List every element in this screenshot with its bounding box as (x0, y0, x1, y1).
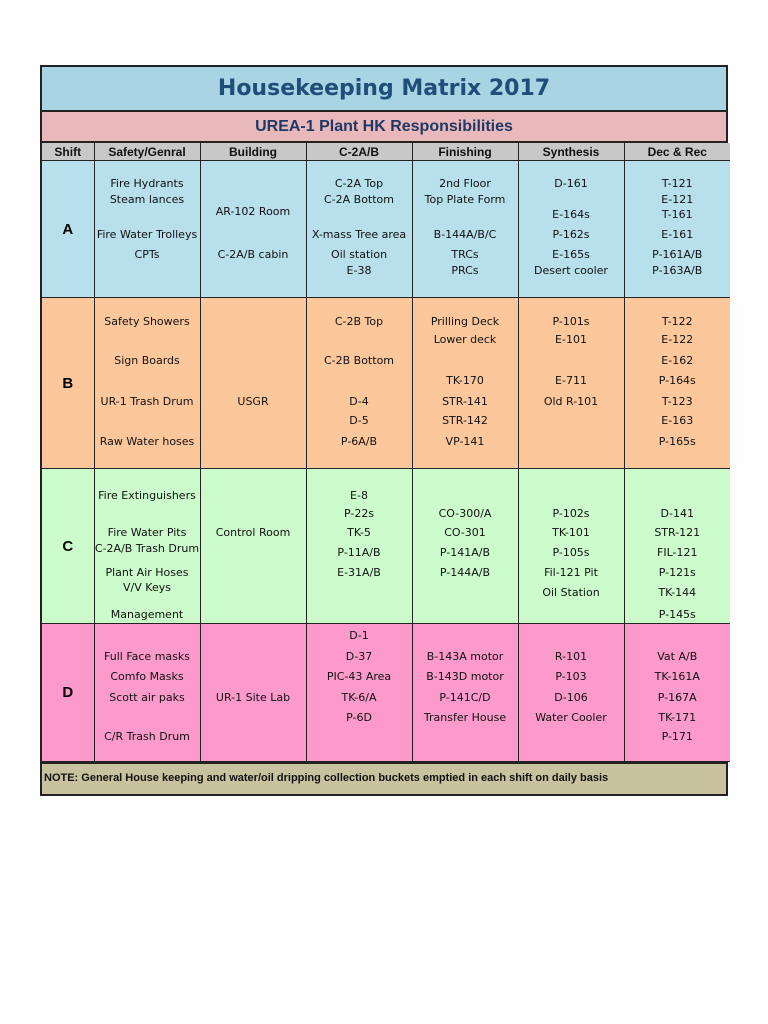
cell-synthesis (518, 161, 624, 298)
cell-item: Transfer House (423, 711, 507, 724)
cell-item: T-122 (661, 315, 693, 328)
cell-item: R-101 (554, 650, 588, 663)
cell-item: P-102s (552, 507, 590, 520)
col-header-shift: Shift (42, 143, 94, 161)
cell-finishing (412, 469, 518, 624)
col-header-building: Building (200, 143, 306, 161)
header-row (42, 143, 730, 161)
cell-item: USGR (237, 395, 269, 408)
cell-item: E-38 (346, 264, 372, 277)
cell-item: TK-101 (552, 526, 590, 539)
cell-item: C-2A/B Trash Drum (94, 542, 200, 555)
cell-item: FIL-121 (657, 546, 698, 559)
cell-finishing (412, 298, 518, 469)
cell-item: D-1 (349, 629, 369, 642)
cell-item: Water Cooler (535, 711, 607, 724)
shift-label: C (42, 469, 94, 624)
cell-item: E-121 (661, 193, 694, 206)
cell-item: PIC-43 Area (326, 670, 392, 683)
cell-item: P-164s (658, 374, 696, 387)
cell-item: Comfo Masks (110, 670, 184, 683)
cell-building (200, 298, 306, 469)
cell-item: VP-141 (445, 435, 485, 448)
cell-item: P-171 (661, 730, 693, 743)
cell-finishing (412, 624, 518, 762)
cell-item: T-123 (661, 395, 693, 408)
cell-synthesis (518, 624, 624, 762)
col-header-synthesis: Synthesis (518, 143, 624, 161)
cell-dec-rec (624, 469, 730, 624)
cell-item: X-mass Tree area (311, 228, 407, 241)
cell-item: TK-161A (654, 670, 700, 683)
cell-item: TK-170 (446, 374, 484, 387)
cell-item: E-101 (555, 333, 587, 346)
cell-item: E-8 (350, 489, 368, 502)
matrix-title: Housekeeping Matrix 2017 (42, 67, 726, 112)
cell-safety (94, 624, 200, 762)
cell-item: Fire Hydrants (110, 177, 184, 190)
cell-item: Fil-121 Pit (544, 566, 598, 579)
cell-item: D-4 (349, 395, 369, 408)
cell-item: UR-1 Site Lab (215, 691, 291, 704)
cell-c2ab (306, 624, 412, 762)
cell-building (200, 624, 306, 762)
cell-safety (94, 469, 200, 624)
cell-item: Oil station (330, 248, 388, 261)
cell-item: T-161 (661, 208, 693, 221)
cell-c2ab (306, 298, 412, 469)
col-header-dec-rec: Dec & Rec (624, 143, 730, 161)
cell-item: D-161 (554, 177, 588, 190)
cell-safety (94, 161, 200, 298)
cell-item: P-141C/D (439, 691, 491, 704)
col-header-c2ab: C-2A/B (306, 143, 412, 161)
shift-row-a (42, 161, 730, 298)
cell-item: TK-5 (347, 526, 371, 539)
cell-item: P-144A/B (439, 566, 491, 579)
cell-item: STR-141 (442, 395, 488, 408)
cell-item: T-121 (661, 177, 693, 190)
cell-item: Control Room (215, 526, 291, 539)
cell-item: V/V Keys (123, 581, 171, 594)
cell-item: P-103 (555, 670, 587, 683)
cell-item: P-161A/B (652, 248, 703, 261)
cell-item: B-144A/B/C (433, 228, 497, 241)
cell-item: P-6A/B (340, 435, 378, 448)
cell-item: P-141A/B (439, 546, 491, 559)
shift-label: A (42, 161, 94, 298)
housekeeping-matrix (40, 65, 728, 796)
cell-item: C-2A/B cabin (217, 248, 289, 261)
cell-item: E-122 (661, 333, 694, 346)
cell-dec-rec (624, 161, 730, 298)
cell-item: P-167A (657, 691, 697, 704)
cell-item: P-101s (552, 315, 590, 328)
cell-dec-rec (624, 298, 730, 469)
cell-item: Fire Water Trolleys (96, 228, 198, 241)
cell-c2ab (306, 469, 412, 624)
cell-item: P-22s (343, 507, 375, 520)
cell-item: E-165s (552, 248, 590, 261)
cell-synthesis (518, 469, 624, 624)
cell-item: P-165s (658, 435, 696, 448)
col-header-finishing: Finishing (412, 143, 518, 161)
cell-item: P-121s (658, 566, 696, 579)
shift-row-d (42, 624, 730, 762)
matrix-subtitle: UREA-1 Plant HK Responsibilities (42, 112, 726, 143)
cell-item: C/R Trash Drum (104, 730, 190, 743)
cell-item: P-105s (552, 546, 590, 559)
cell-item: Old R-101 (543, 395, 599, 408)
shift-row-c (42, 469, 730, 624)
cell-item: CO-300/A (438, 507, 492, 520)
col-header-safety: Safety/Genral (94, 143, 200, 161)
cell-item: 2nd Floor (439, 177, 491, 190)
cell-item: Management (110, 608, 184, 621)
responsibility-table (42, 143, 730, 762)
cell-safety (94, 298, 200, 469)
shift-row-b (42, 298, 730, 469)
cell-item: Raw Water hoses (99, 435, 195, 448)
cell-item: C-2B Bottom (323, 354, 395, 367)
cell-item: E-163 (661, 414, 694, 427)
cell-item: TK-144 (658, 586, 697, 599)
cell-item: B-143A motor (426, 650, 504, 663)
cell-item: P-11A/B (337, 546, 381, 559)
cell-building (200, 469, 306, 624)
cell-item: B-143D motor (426, 670, 504, 683)
cell-item: E-164s (552, 208, 590, 221)
cell-c2ab (306, 161, 412, 298)
cell-item: Safety Showers (104, 315, 190, 328)
cell-finishing (412, 161, 518, 298)
cell-item: E-31A/B (337, 566, 381, 579)
footer-note: NOTE: General House keeping and water/oil dripping collection buckets emptied in each shift on daily basis (42, 762, 726, 794)
cell-item: D-141 (660, 507, 694, 520)
cell-item: TK-6/A (341, 691, 377, 704)
shift-label: D (42, 624, 94, 762)
cell-item: CPTs (134, 248, 160, 261)
cell-item: P-6D (346, 711, 372, 724)
cell-item: Desert cooler (534, 264, 608, 277)
cell-item: C-2B Top (334, 315, 384, 328)
cell-item: E-162 (661, 354, 694, 367)
cell-item: Scott air paks (109, 691, 185, 704)
cell-item: P-163A/B (652, 264, 703, 277)
cell-item: TRCs (451, 248, 479, 261)
cell-synthesis (518, 298, 624, 469)
cell-item: P-145s (658, 608, 696, 621)
cell-item: C-2A Top (334, 177, 384, 190)
cell-item: Prilling Deck (430, 315, 500, 328)
cell-item: D-106 (554, 691, 588, 704)
cell-item: Vat A/B (657, 650, 698, 663)
cell-item: UR-1 Trash Drum (100, 395, 194, 408)
cell-building (200, 161, 306, 298)
cell-dec-rec (624, 624, 730, 762)
cell-item: Oil Station (542, 586, 600, 599)
cell-item: AR-102 Room (215, 205, 291, 218)
cell-item: D-37 (345, 650, 373, 663)
cell-item: TK-171 (658, 711, 697, 724)
cell-item: STR-142 (442, 414, 488, 427)
cell-item: STR-121 (654, 526, 701, 539)
cell-item: Lower deck (433, 333, 497, 346)
shift-label: B (42, 298, 94, 469)
cell-item: E-161 (661, 228, 694, 241)
cell-item: Fire Water Pits (107, 526, 187, 539)
cell-item: E-711 (555, 374, 587, 387)
cell-item: Top Plate Form (424, 193, 506, 206)
cell-item: Fire Extinguishers (98, 489, 196, 502)
cell-item: Plant Air Hoses (105, 566, 189, 579)
cell-item: P-162s (552, 228, 590, 241)
cell-item: C-2A Bottom (323, 193, 395, 206)
cell-item: Sign Boards (114, 354, 180, 367)
cell-item: Full Face masks (104, 650, 190, 663)
cell-item: D-5 (349, 414, 369, 427)
cell-item: PRCs (451, 264, 479, 277)
cell-item: CO-301 (444, 526, 486, 539)
cell-item: Steam lances (109, 193, 185, 206)
